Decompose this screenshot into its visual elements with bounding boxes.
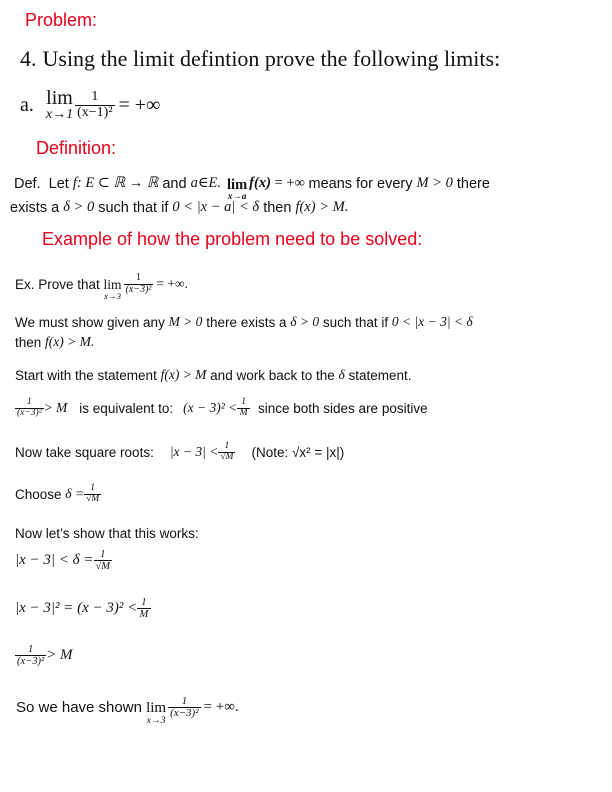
problem-text: Using the limit defintion prove the following limits: <box>42 46 501 71</box>
text: We must show given any <box>15 314 169 330</box>
problem-statement <box>20 46 500 72</box>
math: M > 0 <box>416 175 453 192</box>
numerator: 1 <box>237 398 250 409</box>
text: So we have shown <box>16 699 147 717</box>
math: f(x) > M. <box>45 334 95 349</box>
square-roots-line <box>15 442 344 463</box>
fraction <box>77 90 112 120</box>
definition-heading: Definition: <box>36 138 117 158</box>
text: Choose <box>15 486 66 502</box>
numerator: 1 <box>94 549 113 561</box>
part-label: a. <box>20 93 34 116</box>
math: δ > 0 <box>63 199 95 215</box>
math: 0 < |x − 3| < δ <box>391 314 473 329</box>
conclusion-line <box>16 690 239 726</box>
math: δ <box>338 367 345 382</box>
problem-number: 4. <box>20 46 37 71</box>
math: = +∞ <box>270 175 309 192</box>
text: such that if <box>94 199 173 216</box>
numerator: 1 <box>124 273 154 285</box>
math: δ = <box>65 486 85 502</box>
rhs: = +∞. <box>203 699 239 716</box>
text: Ex. Prove that <box>15 276 104 292</box>
text: means for every <box>308 175 417 192</box>
numerator: 1 <box>15 644 46 656</box>
math: |x − 3|² = (x − 3)² < <box>15 600 138 617</box>
text: and <box>158 175 191 192</box>
text: then <box>259 199 296 216</box>
note: (Note: √x² = |x|) <box>251 444 345 460</box>
denominator: M <box>139 609 149 621</box>
denominator: (x−3)² <box>170 707 199 720</box>
definition-line-1 <box>14 166 490 202</box>
math: δ > 0 <box>290 314 320 329</box>
numerator: 1 <box>168 696 200 709</box>
lim-text: lim <box>227 177 248 193</box>
lim-sub: x→3 <box>146 715 166 726</box>
works-line: Now let’s show that this works: <box>15 526 199 541</box>
denominator: (x−3)² <box>17 656 45 668</box>
work-step-2 <box>15 597 151 620</box>
text: there exists a <box>202 314 291 330</box>
math: M > 0 <box>168 314 203 329</box>
lim-text: lim <box>46 87 73 109</box>
text: statement. <box>344 367 412 383</box>
limit <box>104 278 122 300</box>
math: |x − 3| < δ = <box>15 552 94 569</box>
fraction <box>220 442 233 463</box>
denominator: (x−3)² <box>17 407 42 418</box>
text: Now take square roots: <box>15 444 154 460</box>
choose-delta-line <box>15 484 101 505</box>
fraction <box>126 273 152 295</box>
math: a∈E. <box>190 175 222 192</box>
lim-text: lim <box>146 700 167 716</box>
math: f(x) <box>249 175 271 192</box>
numerator: 1 <box>84 484 101 495</box>
math: f(x) > M <box>160 367 207 382</box>
limit <box>146 701 166 726</box>
text: since both sides are positive <box>258 400 428 416</box>
work-step-1 <box>15 549 112 572</box>
must-show-line-2 <box>15 334 94 350</box>
rhs: = +∞ <box>118 93 161 116</box>
text: Start with the statement <box>15 367 161 383</box>
lim-sub: x→a <box>227 191 247 202</box>
rhs: = +∞. <box>156 276 189 292</box>
fraction <box>17 644 44 667</box>
denominator: √M <box>86 493 100 504</box>
math: (x − 3)² < <box>183 400 238 416</box>
fraction <box>96 549 111 572</box>
denominator: √M <box>95 561 111 573</box>
denominator: (x−3)² <box>125 283 152 295</box>
text: Def. Let <box>14 175 73 192</box>
lim-sub: x→3 <box>104 290 122 301</box>
part-a <box>20 88 160 122</box>
math: 0 < |x − a| < δ <box>172 199 260 215</box>
problem-heading: Problem: <box>25 10 98 30</box>
fraction <box>139 597 148 620</box>
lim-text: lim <box>103 277 122 292</box>
fraction <box>239 398 248 419</box>
text: is equivalent to: <box>79 400 174 416</box>
denominator: M <box>239 407 248 418</box>
math: f(x) > M. <box>295 199 349 215</box>
example-heading: Example of how the problem need to be solved: <box>42 229 423 249</box>
definition-line-2 <box>10 199 348 216</box>
math: > M <box>43 400 68 416</box>
lim-sub: x→1 <box>45 107 74 122</box>
math: |x − 3| < <box>169 444 219 460</box>
equivalence-line <box>15 398 428 419</box>
start-line <box>15 367 412 383</box>
text: and work back to the <box>206 367 339 383</box>
text: exists a <box>10 199 64 216</box>
text: then <box>15 334 46 350</box>
text: there <box>452 175 490 192</box>
work-step-3 <box>15 644 73 667</box>
fraction <box>170 696 198 720</box>
fraction <box>17 398 42 419</box>
denominator: √M <box>220 451 234 462</box>
math: : E ⊂ ℝ → ℝ <box>76 175 159 192</box>
denominator: (x−1)² <box>77 104 113 120</box>
numerator: 1 <box>75 90 114 106</box>
must-show-line-1 <box>15 314 473 330</box>
numerator: 1 <box>218 442 235 453</box>
numerator: 1 <box>137 597 150 609</box>
fraction <box>86 484 99 505</box>
example-statement <box>15 268 188 300</box>
limit <box>46 88 73 122</box>
text: such that if <box>319 314 392 330</box>
math: f <box>72 175 77 192</box>
math: > M <box>46 647 73 664</box>
numerator: 1 <box>15 398 44 409</box>
